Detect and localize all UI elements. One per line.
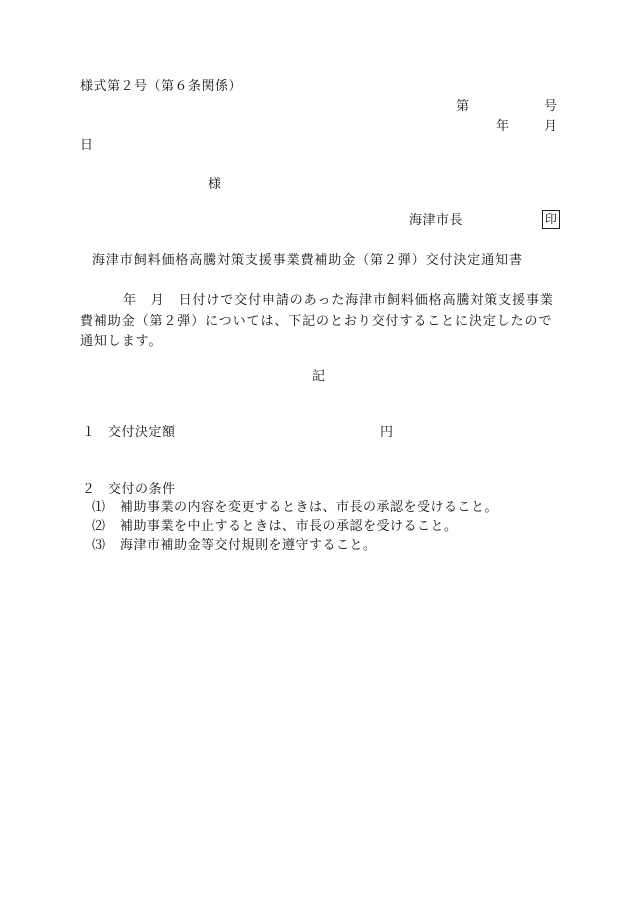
item1-number: １ xyxy=(82,425,96,440)
body-text: 年 月 日付けで交付申請のあった海津市飼料価格高騰対策支援事業費補助金（第２弾）については、下記のとおり交付することに決定したので通知します。 xyxy=(80,293,554,349)
condition-number: ⑶ xyxy=(92,538,106,553)
sender-name: 海津市長 xyxy=(409,213,464,228)
ki-heading: 記 xyxy=(312,369,326,384)
document-number-prefix: 第 xyxy=(456,99,470,114)
addressee-suffix: 様 xyxy=(208,177,222,192)
body-paragraph xyxy=(80,291,560,353)
document-number-suffix: 号 xyxy=(544,99,558,114)
item2-label: 交付の条件 xyxy=(108,482,176,497)
condition-text: 海津市補助金等交付規則を遵守すること。 xyxy=(120,538,377,553)
condition-number: ⑴ xyxy=(92,500,106,515)
item1-label: 交付決定額 xyxy=(108,425,176,440)
date-day-label: 日 xyxy=(80,138,94,153)
document-title: 海津市飼料価格高騰対策支援事業費補助金（第２弾）交付決定通知書 xyxy=(92,253,523,268)
condition-item xyxy=(92,518,458,536)
item2-number: ２ xyxy=(82,482,96,497)
date-month-label: 月 xyxy=(544,119,558,134)
condition-item xyxy=(92,537,377,555)
condition-text: 補助事業の内容を変更するときは、市長の承認を受けること。 xyxy=(120,500,499,515)
item1-unit: 円 xyxy=(380,425,394,440)
form-label: 様式第２号（第６条関係） xyxy=(80,79,243,94)
condition-item xyxy=(92,499,498,517)
condition-text: 補助事業を中止するときは、市長の承認を受けること。 xyxy=(120,519,458,534)
date-year-label: 年 xyxy=(496,119,510,134)
condition-number: ⑵ xyxy=(92,519,106,534)
seal-box: 印 xyxy=(542,210,560,229)
